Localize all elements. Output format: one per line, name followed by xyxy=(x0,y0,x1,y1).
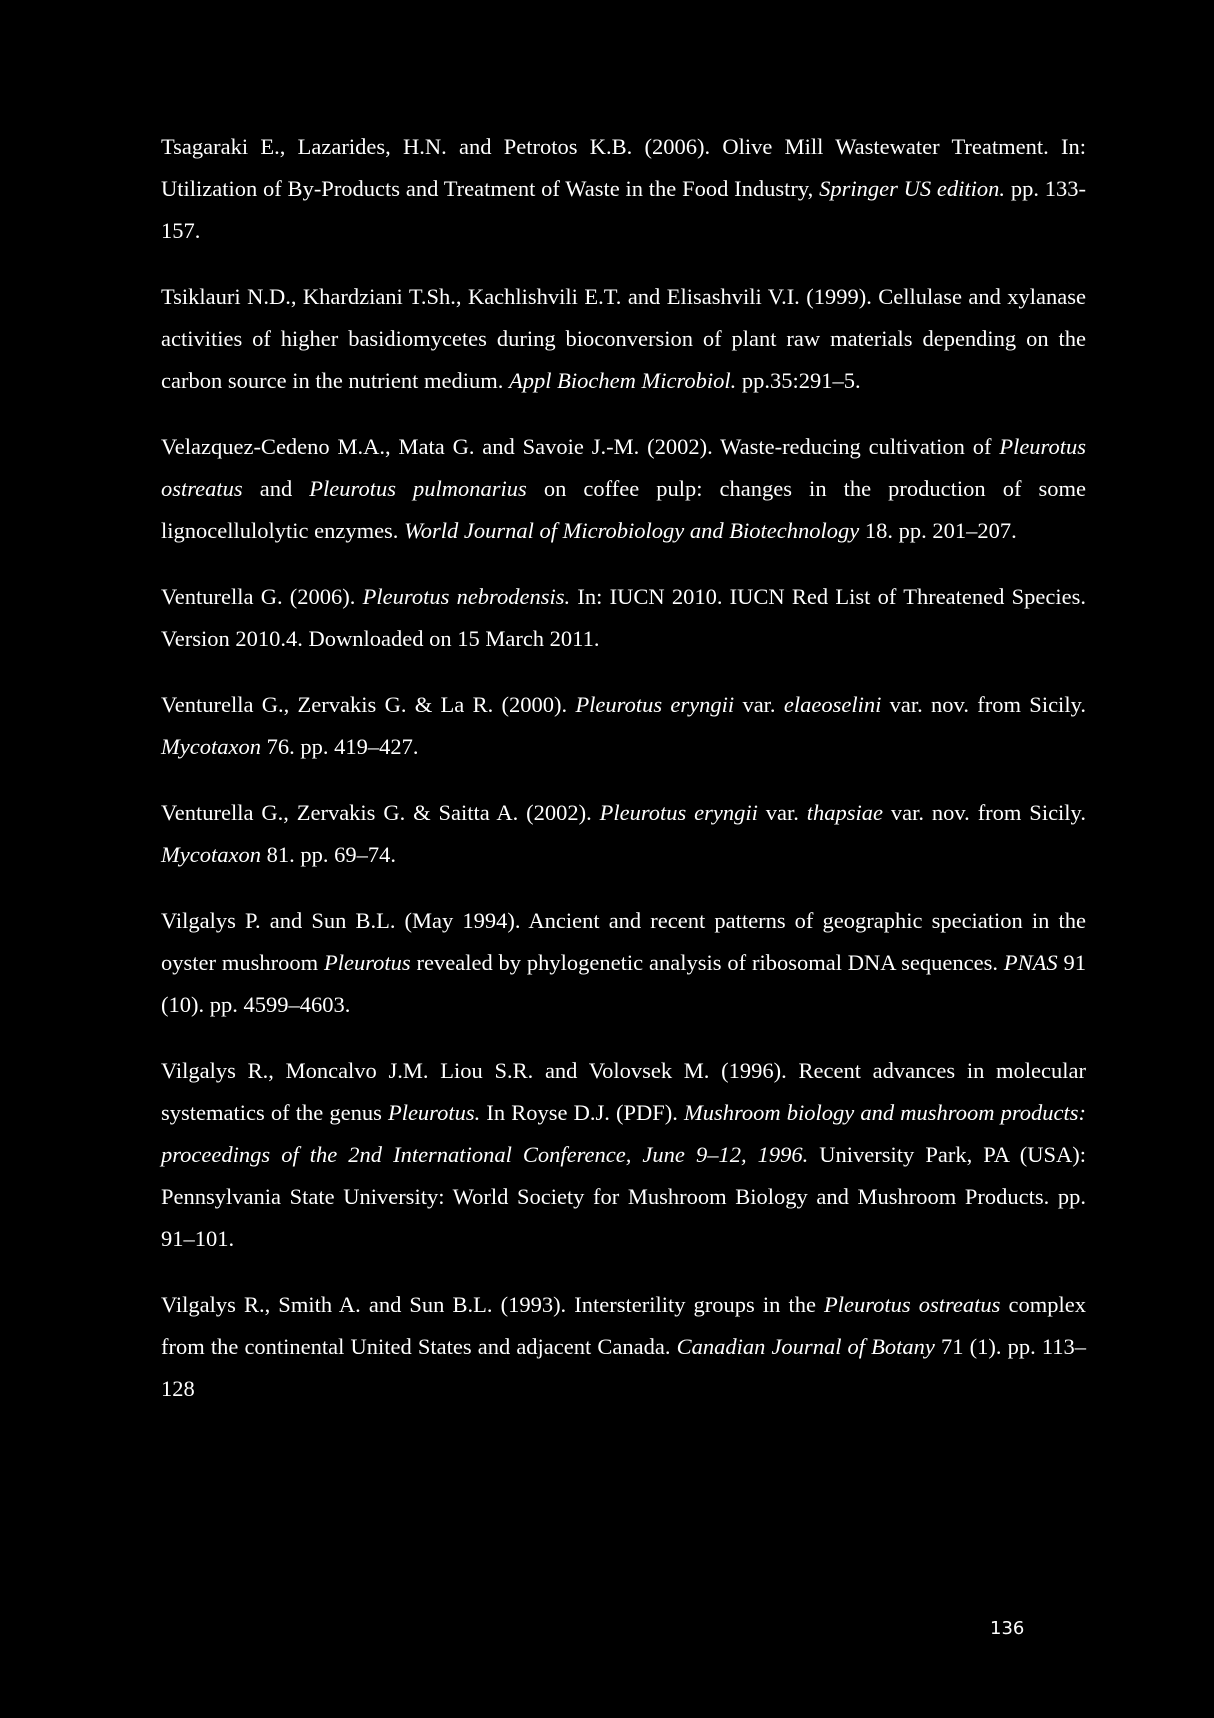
reference-entry xyxy=(161,900,1086,1026)
reference-italic-text: Pleurotus eryngii xyxy=(575,692,735,717)
reference-text: Vilgalys R., Smith A. and Sun B.L. (1993). Intersterility groups in the xyxy=(161,1292,825,1317)
reference-entry xyxy=(161,426,1086,552)
reference-italic-text: Pleurotus xyxy=(323,950,411,975)
reference-text: Tsiklauri N.D., Khardziani T.Sh., Kachlishvili E.T. and Elisashvili V.I. (1999). Cellulase and xylanase activities of higher basidiomycetes during bioconversion of plant raw materials depending on the carbon source in the nutrient medium. xyxy=(161,284,1086,393)
page-number: 136 xyxy=(990,1618,1025,1639)
reference-text: Venturella G., Zervakis G. & Saitta A. (2002). xyxy=(161,800,600,825)
reference-italic-text: Pleurotus nebrodensis. xyxy=(362,584,571,609)
reference-italic-text: thapsiae xyxy=(806,800,884,825)
reference-italic-text: Pleurotus pulmonarius xyxy=(309,476,527,501)
reference-text: 18. pp. 201–207. xyxy=(859,518,1017,543)
reference-italic-text: elaeoselini xyxy=(783,692,882,717)
reference-entry xyxy=(161,276,1086,402)
reference-text: pp.35:291–5. xyxy=(736,368,861,393)
reference-entry xyxy=(161,1284,1086,1410)
reference-text: var. nov. from Sicily. xyxy=(881,692,1086,717)
reference-entry xyxy=(161,684,1086,768)
reference-italic-text: Mushroom biology and mushroom products: proceedings of the 2nd International Conference, June 9–12, 1996. xyxy=(161,1100,1086,1167)
reference-text: 76. pp. 419–427. xyxy=(260,734,419,759)
reference-italic-text: Appl Biochem Microbiol. xyxy=(509,368,737,393)
reference-text: 71 (1). pp. 113–128 xyxy=(161,1334,1086,1401)
reference-text: In: IUCN 2010. IUCN Red List of Threatened Species. Version 2010.4. Downloaded on 15 March 2011. xyxy=(161,584,1086,651)
reference-text: Venturella G. (2006). xyxy=(161,584,363,609)
reference-text: Venturella G., Zervakis G. & La R. (2000). xyxy=(161,692,576,717)
reference-entry xyxy=(161,792,1086,876)
reference-text: In Royse D.J. (PDF). xyxy=(480,1100,684,1125)
reference-italic-text: World Journal of Microbiology and Biotechnology xyxy=(404,518,860,543)
reference-text: var. xyxy=(734,692,784,717)
reference-text: Velazquez-Cedeno M.A., Mata G. and Savoie J.-M. (2002). Waste-reducing cultivation of xyxy=(161,434,1000,459)
reference-list xyxy=(161,126,1086,1434)
reference-text: var. xyxy=(757,800,807,825)
reference-entry xyxy=(161,126,1086,252)
reference-text: Tsagaraki E., Lazarides, H.N. and Petrotos K.B. (2006). Olive Mill Wastewater Treatment. In: Utilization of By-Products and Treatment of Waste in the Food Industry, xyxy=(161,134,1086,201)
reference-entry xyxy=(161,1050,1086,1260)
reference-text: 91 (10). pp. 4599–4603. xyxy=(161,950,1086,1017)
reference-text: on coffee pulp: changes in the production of some lignocellulolytic enzymes. xyxy=(161,476,1086,543)
reference-text: var. nov. from Sicily. xyxy=(883,800,1086,825)
reference-text: University Park, PA (USA): Pennsylvania State University: World Society for Mushroom Biology and Mushroom Products. pp. 91–101. xyxy=(161,1142,1087,1251)
reference-italic-text: Canadian Journal of Botany xyxy=(676,1334,935,1359)
reference-italic-text: Mycotaxon xyxy=(161,734,261,759)
reference-text: Vilgalys R., Moncalvo J.M. Liou S.R. and Volovsek M. (1996). Recent advances in molecular systematics of the genus xyxy=(161,1058,1086,1125)
reference-italic-text: Pleurotus. xyxy=(387,1100,481,1125)
reference-text: 81. pp. 69–74. xyxy=(260,842,396,867)
reference-italic-text: Springer US edition. xyxy=(819,176,1006,201)
reference-italic-text: PNAS xyxy=(1003,950,1058,975)
reference-italic-text: Mycotaxon xyxy=(161,842,261,867)
reference-italic-text: Pleurotus eryngii xyxy=(599,800,758,825)
reference-text: revealed by phylogenetic analysis of ribosomal DNA sequences. xyxy=(410,950,1004,975)
reference-text: and xyxy=(242,476,310,501)
reference-text: complex from the continental United States and adjacent Canada. xyxy=(161,1292,1086,1359)
reference-entry xyxy=(161,576,1086,660)
reference-italic-text: Pleurotus ostreatus xyxy=(161,434,1086,501)
reference-text: Vilgalys P. and Sun B.L. (May 1994). Ancient and recent patterns of geographic speciation in the oyster mushroom xyxy=(161,908,1086,975)
reference-text: pp. 133-157. xyxy=(161,176,1086,243)
reference-italic-text: Pleurotus ostreatus xyxy=(824,1292,1001,1317)
